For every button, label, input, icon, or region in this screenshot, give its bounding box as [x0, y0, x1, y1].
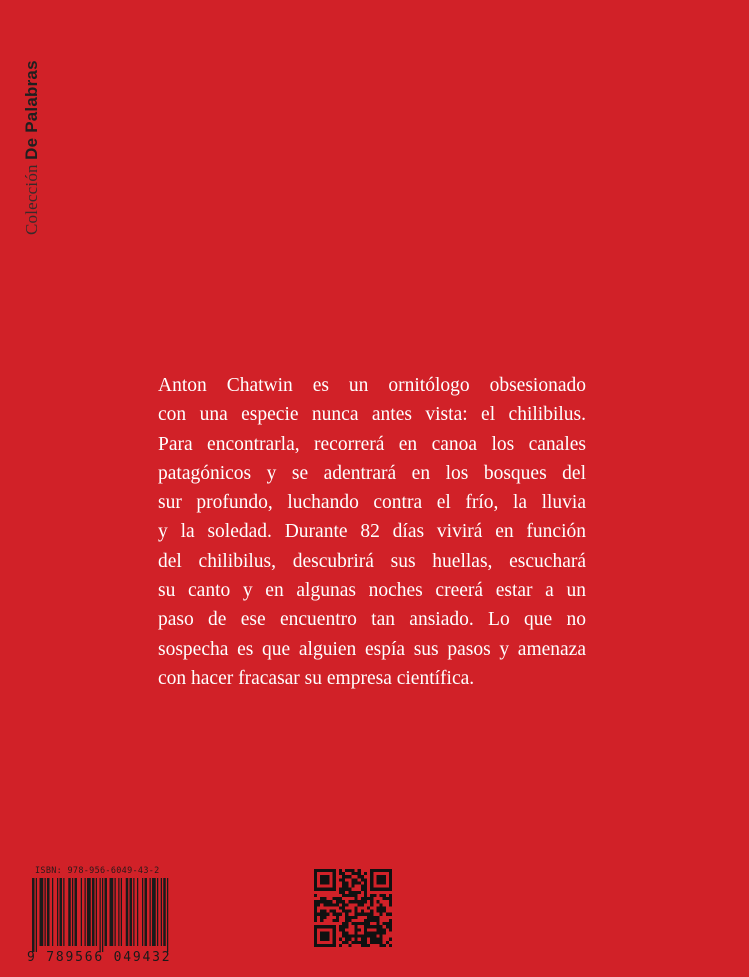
- blurb-line: Para encontrarla, recorrerá en canoa los canales: [158, 433, 586, 455]
- blurb-line: sur profundo, luchando contra el frío, la lluvia: [158, 492, 586, 514]
- collection-name: De Palabras: [22, 60, 41, 160]
- barcode-bars: [32, 878, 208, 952]
- isbn-barcode: [27, 866, 212, 967]
- blurb-line: su canto y en algunas noches creerá estar a un: [158, 580, 586, 602]
- blurb-line: Anton Chatwin es un ornitólogo obsesionado: [158, 375, 586, 396]
- collection-label: [22, 60, 42, 235]
- isbn-label: ISBN: 978-956-6049-43-2: [35, 866, 160, 876]
- blurb-line: y la soledad. Durante 82 días vivirá en función: [158, 521, 586, 543]
- barcode-digits: 9 789566 049432: [27, 950, 172, 965]
- blurb-line: patagónicos y se adentrará en los bosques del: [158, 462, 586, 484]
- blurb-line: del chilibilus, descubrirá sus huellas, escuchará: [158, 550, 586, 572]
- qr-code-icon: [314, 869, 392, 947]
- back-cover-blurb: [158, 371, 586, 693]
- collection-prefix: Colección: [22, 164, 41, 235]
- blurb-line: con una especie nunca antes vista: el chilibilus.: [158, 404, 586, 426]
- blurb-line: paso de ese encuentro tan ansiado. Lo que no: [158, 609, 586, 631]
- blurb-line: con hacer fracasar su empresa científica.: [158, 667, 475, 689]
- blurb-line: sospecha es que alguien espía sus pasos y amenaza: [158, 638, 586, 660]
